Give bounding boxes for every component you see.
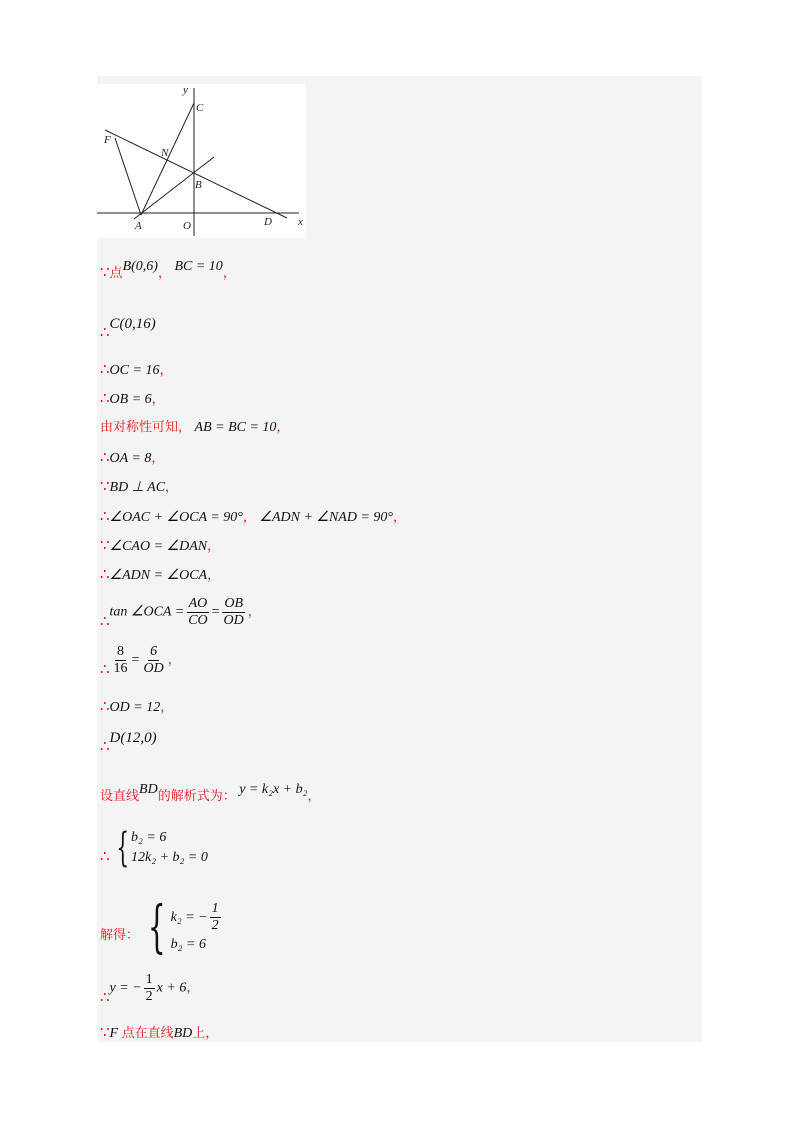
step-11 (100, 644, 181, 677)
equals-sign: = (131, 652, 140, 668)
fraction (222, 596, 246, 629)
step-8 (100, 537, 220, 556)
system-row: 12k₂ + b₂ = 0 (131, 850, 208, 865)
fraction-denominator: OD (143, 661, 164, 676)
step-math: ∠ADN + ∠NAD = 90° (259, 510, 394, 525)
fraction-numerator: 1 (211, 901, 219, 917)
step-text: 点 (109, 266, 123, 281)
step-3 (100, 390, 165, 409)
step-punct: ， (247, 604, 261, 620)
step-math: ∠OAC + ∠OCA = 90° (109, 510, 243, 525)
step-punct: ， (160, 700, 174, 715)
fraction-numerator: AO (188, 596, 208, 611)
step-punct: ， (222, 266, 236, 281)
step-punct: ， (276, 420, 290, 435)
because-symbol: ∵ (100, 479, 110, 495)
line-fa (115, 138, 141, 215)
step-math: OA = 8 (109, 451, 152, 466)
step-punct: ， (307, 789, 321, 804)
therefore-symbol: ∴ (100, 699, 110, 715)
step-2 (100, 361, 172, 380)
step-17 (100, 972, 199, 1005)
fraction (144, 972, 155, 1005)
step-14 (100, 782, 321, 806)
fraction-denominator: 2 (145, 989, 153, 1004)
fraction (141, 644, 165, 677)
because-symbol: ∵ (100, 538, 110, 554)
fraction (210, 901, 221, 934)
fraction-numerator: 8 (117, 644, 125, 659)
step-13 (100, 729, 157, 755)
therefore-symbol: ∴ (100, 661, 110, 678)
step-math: F (109, 1026, 119, 1041)
step-math: BD (139, 782, 158, 797)
step-punct: ， (242, 510, 256, 525)
because-symbol: ∵ (100, 1025, 110, 1041)
equation-system (139, 895, 223, 960)
line-ac (141, 103, 194, 215)
step-punct: ， (165, 480, 179, 495)
fraction-denominator: 16 (113, 661, 128, 676)
step-math: y = − (109, 980, 142, 996)
label-c: C (196, 102, 204, 114)
step-punct: ， (186, 980, 200, 996)
step-math: AB = BC = 10 (194, 420, 277, 435)
therefore-symbol: ∴ (100, 739, 110, 755)
step-text: 的解析式为： (157, 789, 236, 804)
label-n: N (161, 147, 169, 159)
label-o: O (183, 220, 191, 232)
step-0 (100, 259, 236, 283)
step-math: OB = 6 (109, 392, 152, 407)
step-1 (100, 315, 156, 341)
line-fd (105, 130, 287, 218)
step-text: 设直线 (100, 789, 140, 804)
label-b: B (195, 179, 202, 191)
equation-system (110, 825, 208, 871)
step-15 (100, 825, 208, 871)
step-punct: ， (157, 266, 171, 281)
label-x: x (298, 216, 303, 228)
system-row: b₂ = 6 (170, 937, 206, 952)
therefore-symbol: ∴ (100, 567, 110, 583)
therefore-symbol: ∴ (100, 362, 110, 378)
therefore-symbol: ∴ (100, 509, 110, 525)
therefore-symbol: ∴ (100, 849, 110, 866)
step-punct: ， (159, 363, 173, 378)
step-math: y = k₂x + b₂ (239, 782, 308, 797)
brace-icon: { (115, 825, 129, 871)
step-math: tan ∠OCA = (109, 604, 185, 620)
therefore-symbol: ∴ (100, 613, 110, 630)
system-row: k₂ = − (170, 910, 208, 925)
because-symbol: ∵ (100, 265, 110, 281)
fraction-denominator: OD (223, 613, 244, 628)
step-7 (100, 508, 406, 527)
system-row: b₂ = 6 (131, 830, 167, 845)
step-punct: 上， (192, 1026, 219, 1041)
step-punct: ， (151, 392, 165, 407)
step-text: 由对称性可知， (100, 420, 192, 435)
step-10 (100, 596, 261, 629)
therefore-symbol: ∴ (100, 391, 110, 407)
step-6 (100, 478, 178, 497)
step-math: OD = 12 (109, 700, 161, 715)
step-math: BD ⊥ AC (109, 480, 166, 495)
step-4 (100, 419, 289, 437)
step-punct: ， (393, 510, 407, 525)
therefore-symbol: ∴ (100, 989, 110, 1006)
step-16 (100, 895, 223, 960)
coordinate-diagram (97, 84, 306, 238)
label-a: A (135, 220, 142, 232)
line-ab (134, 157, 214, 219)
step-9 (100, 566, 220, 585)
label-y: y (183, 84, 188, 96)
step-18 (100, 1024, 218, 1043)
fraction-numerator: OB (224, 596, 243, 611)
step-math: OC = 16 (109, 363, 160, 378)
fraction-denominator: CO (188, 613, 208, 628)
fraction-denominator: 2 (211, 918, 219, 934)
step-5 (100, 449, 164, 468)
step-math: B(0,6) (122, 259, 158, 274)
fraction (186, 596, 209, 629)
fraction-numerator: 1 (145, 972, 153, 987)
step-math: D(12,0) (109, 730, 157, 746)
step-math: ∠CAO = ∠DAN (109, 539, 208, 554)
fraction-numerator: 6 (150, 644, 158, 659)
label-d: D (264, 216, 272, 228)
step-12 (100, 698, 173, 717)
step-punct: ， (151, 451, 165, 466)
step-math: ∠ADN = ∠OCA (109, 568, 208, 583)
step-text: 解得： (100, 928, 140, 944)
step-math: BC = 10 (174, 259, 223, 274)
step-punct: ， (167, 652, 181, 668)
brace-icon: { (147, 895, 166, 960)
therefore-symbol: ∴ (100, 450, 110, 466)
step-math: C(0,16) (109, 316, 156, 332)
step-math: BD (173, 1026, 193, 1041)
step-punct: ， (207, 568, 221, 583)
therefore-symbol: ∴ (100, 325, 110, 341)
step-math: x + 6 (156, 980, 187, 996)
step-text: 点在直线 (121, 1026, 174, 1041)
equals-sign: = (211, 604, 220, 620)
fraction (112, 644, 130, 677)
geometry-figure (97, 84, 306, 238)
label-f: F (104, 134, 111, 146)
step-punct: ， (207, 539, 221, 554)
